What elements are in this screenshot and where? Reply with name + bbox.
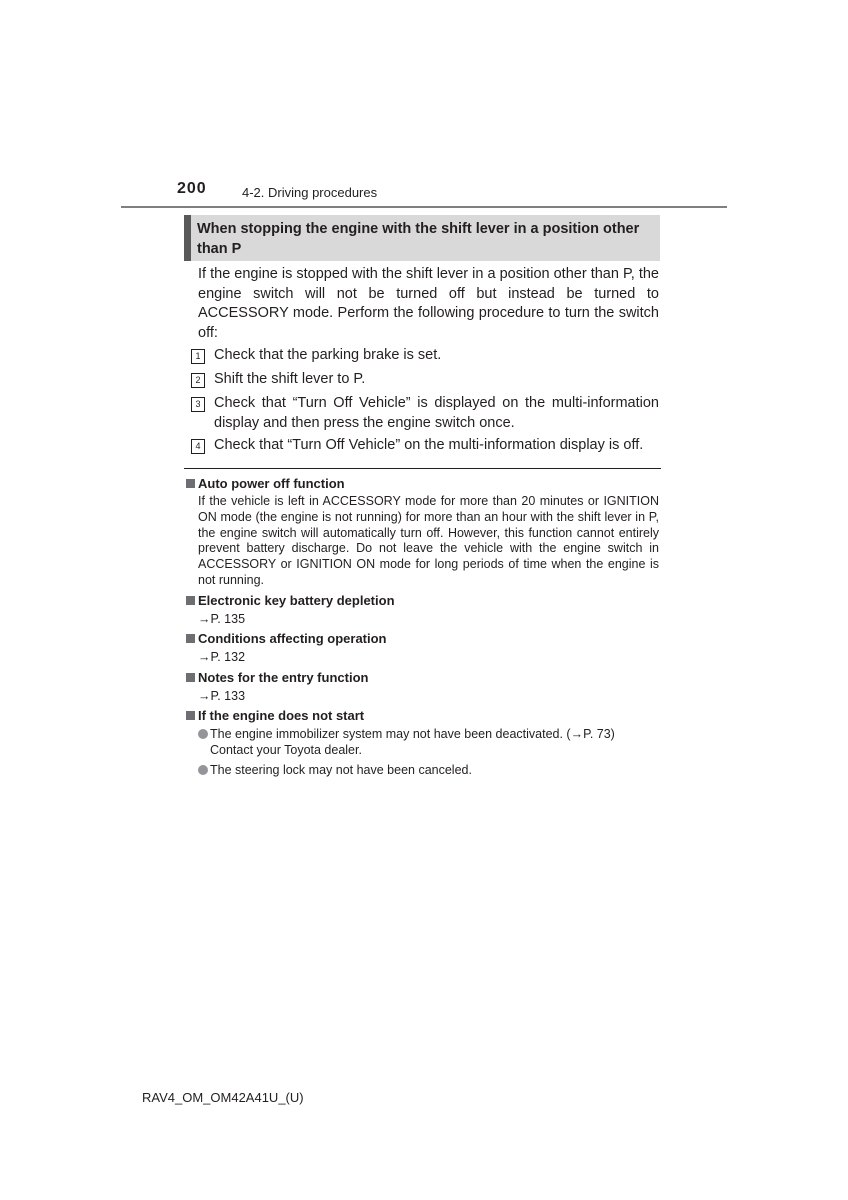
footer-code: RAV4_OM_OM42A41U_(U) [142, 1090, 304, 1105]
step-number-1: 1 [191, 349, 205, 364]
page-reference-link[interactable]: →P. 132 [198, 650, 246, 664]
page-reference-link[interactable]: →P. 135 [198, 612, 246, 626]
page-number: 200 [177, 180, 207, 197]
circle-bullet-icon [198, 765, 208, 775]
page-reference-link[interactable]: →P. 133 [198, 689, 246, 703]
square-bullet-icon [186, 673, 195, 682]
note-heading-battery: Electronic key battery depletion [186, 593, 395, 608]
square-bullet-icon [186, 711, 195, 720]
step-text-1: Check that the parking brake is set. [214, 347, 442, 363]
heading-text [197, 219, 657, 259]
notes-divider [184, 468, 661, 469]
header-rule [121, 206, 727, 208]
section-title: 4-2. Driving procedures [242, 185, 378, 200]
note-heading-auto-power: Auto power off function [186, 476, 345, 491]
bullet-item-immobilizer: The engine immobilizer system may not have been deactivated. (→P. 73) Contact your Toyota dealer. [198, 727, 668, 759]
step-text-4: Check that “Turn Off Vehicle” on the multi-information display is off. [214, 437, 644, 453]
circle-bullet-icon [198, 729, 208, 739]
note-heading-no-start: If the engine does not start [186, 708, 364, 723]
heading-accent-bar [184, 215, 191, 261]
section-heading [184, 215, 660, 261]
note-body-auto-power: If the vehicle is left in ACCESSORY mode for more than 20 minutes or IGNITION ON mode (the engine is not running) for more than an hour with the shift lever in P, the engine switch will automatically turn off. However, this function cannot entirely prevent battery discharge. Do not leave the vehicle with the engine switch in ACCESSORY or IGNITION ON mode for long periods of time when the engine is not running. [198, 494, 659, 587]
step-text-2: Shift the shift lever to P. [214, 371, 366, 387]
bullet-item-steering-lock: The steering lock may not have been canceled. [198, 763, 668, 779]
step-text-3: Check that “Turn Off Vehicle” is displayed on the multi-information display and then press the engine switch once. [214, 395, 659, 431]
step-number-2: 2 [191, 373, 205, 388]
step-number-3: 3 [191, 397, 205, 412]
square-bullet-icon [186, 634, 195, 643]
intro-paragraph: If the engine is stopped with the shift lever in a position other than P, the engine switch will not be turned off but instead be turned to ACCESSORY mode. Perform the following procedure to turn the switch off: [198, 266, 659, 341]
heading-line-1: When stopping the engine with the shift lever in a position other [197, 221, 640, 237]
note-heading-entry: Notes for the entry function [186, 670, 368, 685]
step-number-4: 4 [191, 439, 205, 454]
heading-line-2: than P [197, 241, 242, 257]
square-bullet-icon [186, 479, 195, 488]
note-heading-conditions: Conditions affecting operation [186, 631, 387, 646]
square-bullet-icon [186, 596, 195, 605]
